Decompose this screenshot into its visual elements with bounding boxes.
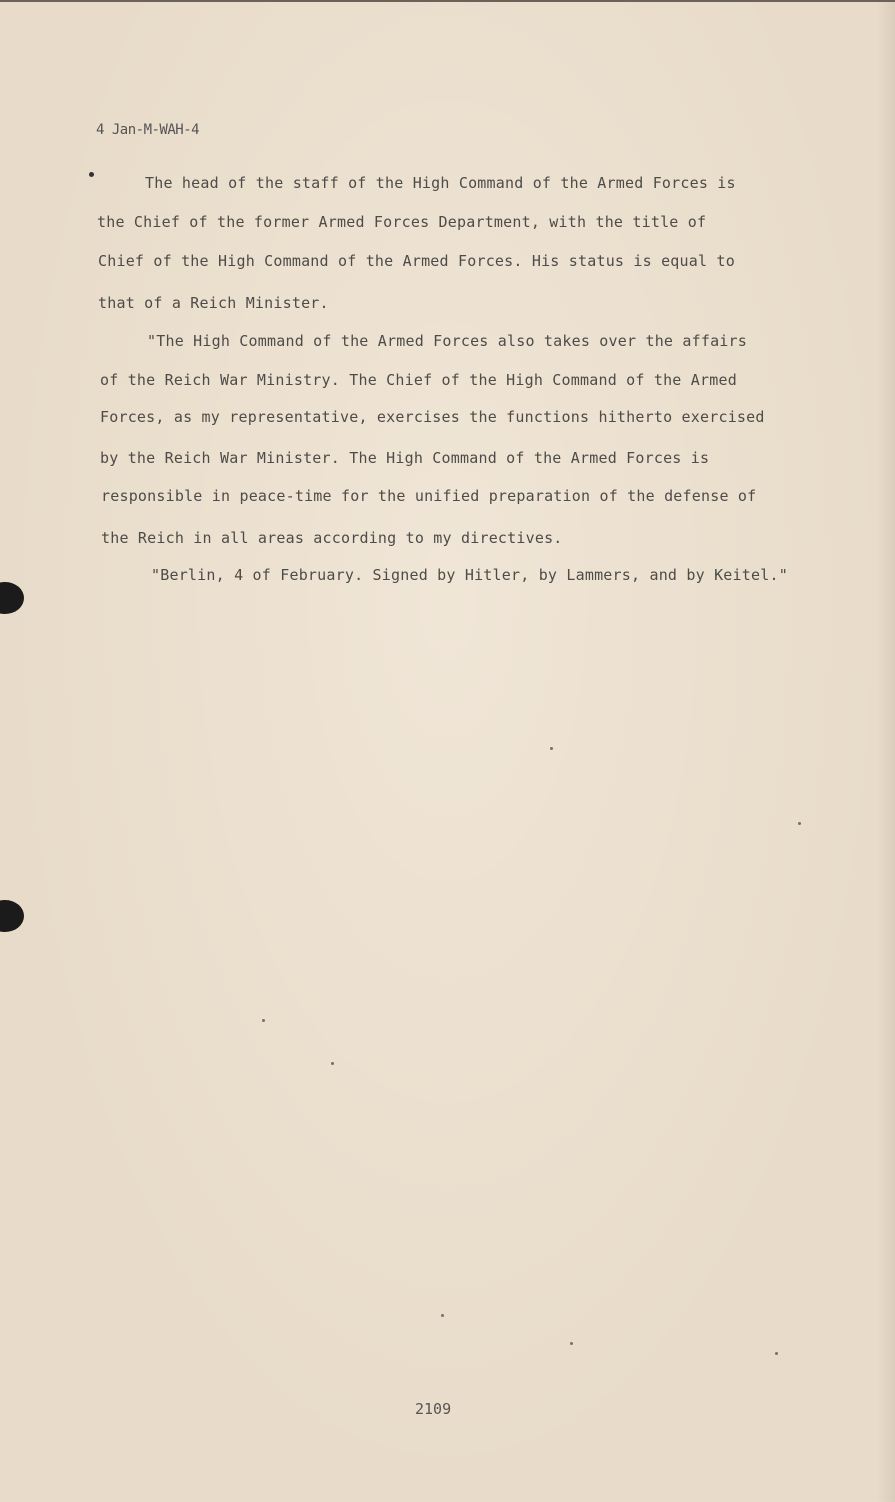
text-line: the Reich in all areas according to my directives. xyxy=(101,529,563,547)
text-line: "Berlin, 4 of February. Signed by Hitler, by Lammers, and by Keitel." xyxy=(151,566,788,584)
paper-speck xyxy=(775,1352,778,1355)
text-line: by the Reich War Minister. The High Command of the Armed Forces is xyxy=(100,449,710,467)
punch-hole-top xyxy=(0,582,24,614)
text-line: that of a Reich Minister. xyxy=(98,294,329,312)
paper-speck xyxy=(331,1062,334,1065)
text-line: Chief of the High Command of the Armed Forces. His status is equal to xyxy=(98,252,735,270)
text-line: responsible in peace-time for the unified preparation of the defense of xyxy=(101,487,757,505)
margin-dot xyxy=(89,172,94,177)
text-line: the Chief of the former Armed Forces Department, with the title of xyxy=(97,213,707,231)
paper-speck xyxy=(798,822,801,825)
text-line: "The High Command of the Armed Forces also takes over the affairs xyxy=(147,332,747,350)
document-reference: 4 Jan-M-WAH-4 xyxy=(96,122,200,138)
paper-speck xyxy=(570,1342,573,1345)
page-edge-shadow xyxy=(877,2,895,1502)
paper-speck xyxy=(550,747,553,750)
page-number: 2109 xyxy=(415,1400,452,1418)
paper-speck xyxy=(262,1019,265,1022)
text-line: The head of the staff of the High Command of the Armed Forces is xyxy=(145,174,736,192)
text-line: Forces, as my representative, exercises the functions hitherto exercised xyxy=(100,408,765,426)
paper-speck xyxy=(441,1314,444,1317)
punch-hole-bottom xyxy=(0,900,24,932)
text-line: of the Reich War Ministry. The Chief of the High Command of the Armed xyxy=(100,371,737,389)
